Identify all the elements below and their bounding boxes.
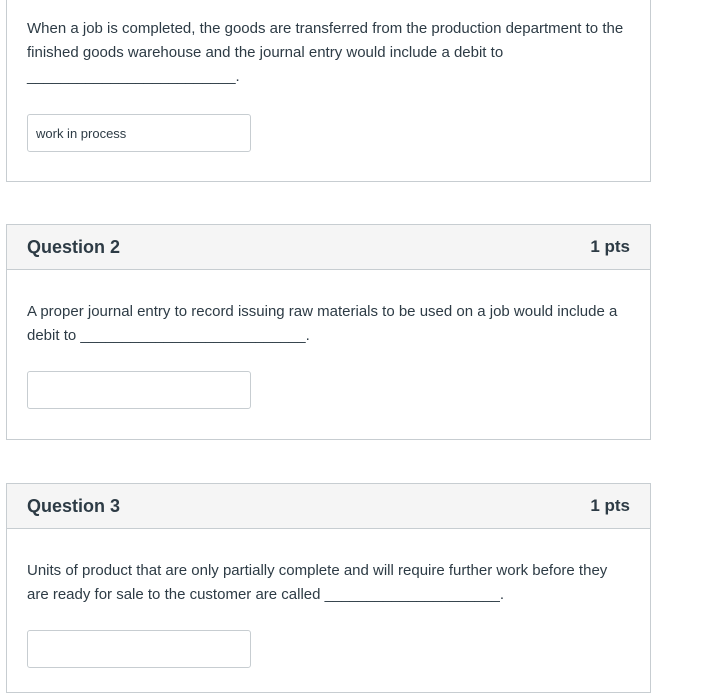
question-2-header xyxy=(7,225,650,270)
question-3-header xyxy=(7,484,650,529)
question-1-text: When a job is completed, the goods are transferred from the production department to the finished goods warehouse and the journal entry would include a debit to _________________________. xyxy=(27,20,624,85)
question-2-points: 1 pts xyxy=(590,237,630,256)
question-3-title: Question 3 xyxy=(27,495,121,516)
question-2-answer-input[interactable] xyxy=(27,371,251,409)
question-3-points: 1 pts xyxy=(590,496,630,515)
question-1-card xyxy=(6,0,651,182)
question-3-card xyxy=(6,483,651,693)
question-2-card xyxy=(6,224,651,440)
question-1-answer-input[interactable] xyxy=(27,114,251,152)
question-2-text: A proper journal entry to record issuing raw materials to be used on a job would include a debit to ___________________________. xyxy=(27,303,618,344)
question-2-title: Question 2 xyxy=(27,236,121,257)
question-3-text: Units of product that are only partially complete and will require further work before they are ready for sale to the customer are called _____________________. xyxy=(27,562,608,603)
question-3-answer-input[interactable] xyxy=(27,630,251,668)
